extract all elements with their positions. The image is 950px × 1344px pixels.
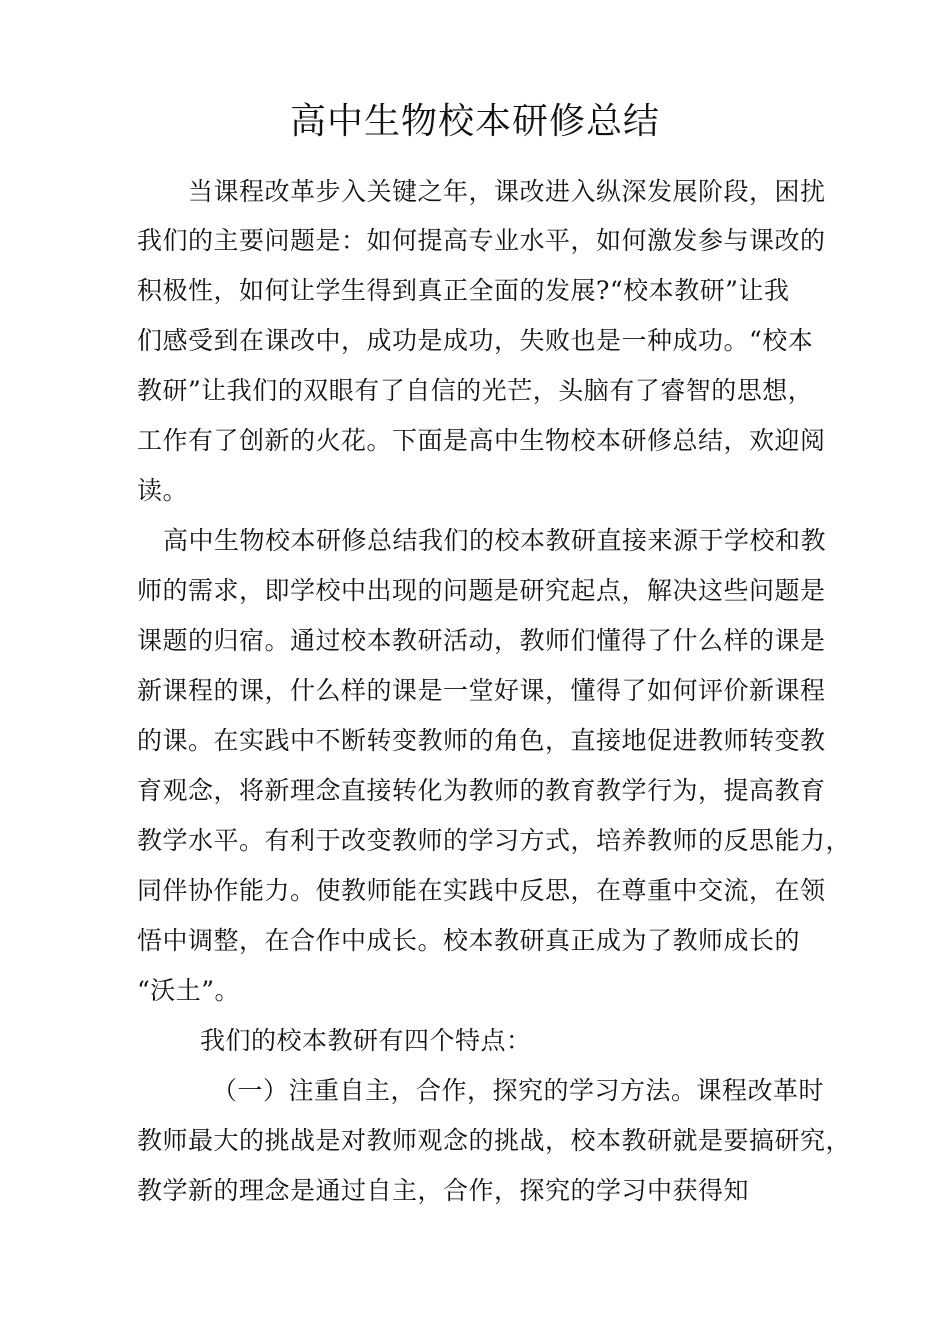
text-line-18: 我们的校本教研有四个特点： — [200, 1026, 532, 1055]
text-line-1: 当课程改革步入关键之年，课改进入纵深发展阶段，困扰 — [188, 177, 826, 206]
text-line-9: 师的需求，即学校中出现的问题是研究起点，解决这些问题是 — [137, 576, 826, 605]
text-line-14: 教学水平。有利于改变教师的学习方式，培养教师的反思能力， — [137, 826, 852, 855]
text-line-19: （一）注重自主，合作，探究的学习方法。课程改革时 — [212, 1076, 825, 1105]
text-line-7: 读。 — [137, 476, 189, 505]
text-line-13: 育观念，将新理念直接转化为教师的教育教学行为，提高教育 — [137, 776, 826, 805]
text-line-20: 教师最大的挑战是对教师观念的挑战，校本教研就是要搞研究， — [137, 1126, 852, 1155]
text-line-3: 积极性，如何让学生得到真正全面的发展?“校本教研”让我 — [137, 276, 790, 305]
text-line-5: 教研”让我们的双眼有了自信的光芒，头脑有了睿智的思想， — [137, 376, 814, 405]
text-line-2: 我们的主要问题是：如何提高专业水平，如何激发参与课改的 — [137, 226, 826, 255]
text-line-17: “沃土”。 — [137, 976, 241, 1005]
text-line-21: 教学新的理念是通过自主，合作，探究的学习中获得知 — [137, 1176, 750, 1205]
text-line-10: 课题的归宿。通过校本教研活动，教师们懂得了什么样的课是 — [137, 626, 826, 655]
text-line-12: 的课。在实践中不断转变教师的角色，直接地促进教师转变教 — [137, 726, 826, 755]
text-line-16: 悟中调整，在合作中成长。校本教研真正成为了教师成长的 — [137, 926, 801, 955]
text-line-8: 高中生物校本研修总结我们的校本教研直接来源于学校和教 — [163, 526, 827, 555]
text-line-4: 们感受到在课改中，成功是成功，失败也是一种成功。“校本 — [137, 326, 814, 355]
text-line-6: 工作有了创新的火花。下面是高中生物校本研修总结，欢迎阅 — [137, 426, 826, 455]
document-title: 高中生物校本研修总结 — [289, 101, 660, 142]
text-line-15: 同伴协作能力。使教师能在实践中反思，在尊重中交流，在领 — [137, 876, 826, 905]
text-line-11: 新课程的课，什么样的课是一堂好课，懂得了如何评价新课程 — [137, 676, 826, 705]
